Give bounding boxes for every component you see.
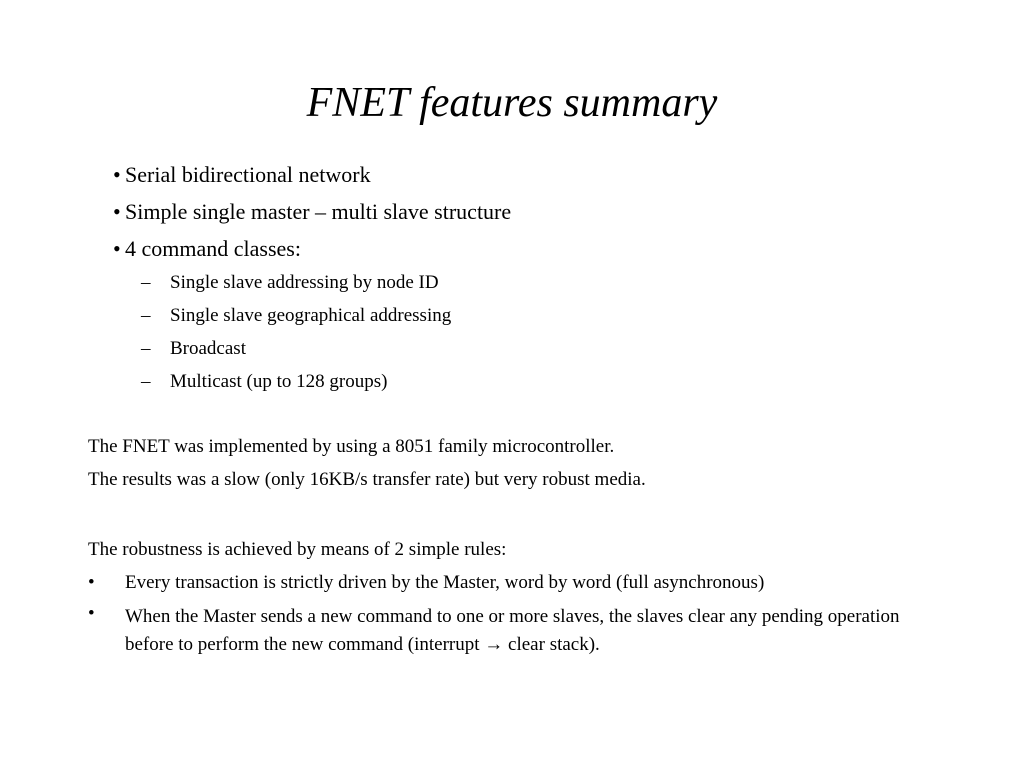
dash-marker: –	[141, 371, 151, 392]
sub-bullet-text: Single slave geographical addressing	[170, 305, 452, 326]
bullet-text: Serial bidirectional network	[125, 162, 371, 187]
sub-bullet-text: Single slave addressing by node ID	[170, 272, 439, 293]
bullet-marker: •	[113, 236, 121, 261]
dash-marker: –	[141, 338, 151, 359]
bullet-text: Simple single master – multi slave structure	[125, 199, 512, 224]
sub-bullet-text: Multicast (up to 128 groups)	[170, 371, 388, 392]
paragraph: The FNET was implemented by using a 8051 family microcontroller.	[88, 436, 615, 457]
sub-bullet-text: Broadcast	[170, 338, 246, 359]
bullet-marker: •	[88, 572, 95, 593]
bullet-text: 4 command classes:	[125, 236, 301, 261]
bullet-marker: •	[88, 603, 95, 624]
paragraph: The results was a slow (only 16KB/s transfer rate) but very robust media.	[88, 469, 646, 490]
rule-text: When the Master sends a new command to one or more slaves, the slaves clear any pending operation before to perform the new command (interrupt → clear stack).	[125, 606, 900, 655]
rule-text: Every transaction is strictly driven by the Master, word by word (full asynchronous)	[125, 572, 765, 593]
dash-marker: –	[141, 305, 151, 326]
slide-title: FNET features summary	[306, 80, 718, 126]
dash-marker: –	[141, 272, 151, 293]
bullet-marker: •	[113, 162, 121, 187]
paragraph: The robustness is achieved by means of 2 simple rules:	[88, 539, 507, 560]
bullet-marker: •	[113, 199, 121, 224]
